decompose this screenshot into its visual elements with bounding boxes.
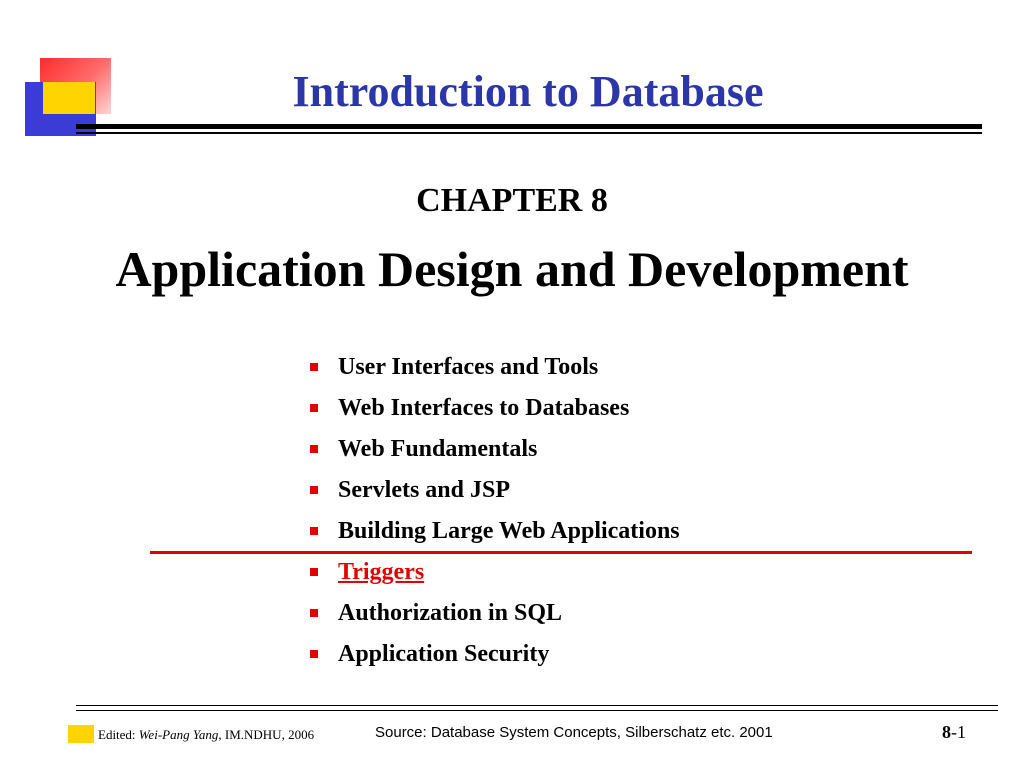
list-item-text: Web Interfaces to Databases: [338, 395, 630, 421]
footer-divider-bottom: [76, 710, 998, 711]
bullet-square-icon: [310, 445, 318, 453]
edited-label: Edited:: [98, 727, 136, 742]
bullet-square-icon: [310, 486, 318, 494]
list-item: [310, 393, 680, 434]
list-item-text: User Interfaces and Tools: [338, 354, 599, 380]
slide-number-chapter: 8: [942, 722, 951, 742]
list-item: [310, 475, 680, 516]
bullet-square-icon: [310, 568, 318, 576]
slide-number-suffix: -1: [951, 722, 966, 742]
bullet-square-icon: [310, 609, 318, 617]
title-divider-thin: [76, 132, 982, 134]
slide-number: [942, 722, 966, 743]
list-item-text: Building Large Web Applications: [338, 518, 680, 544]
bullet-square-icon: [310, 650, 318, 658]
list-item-text: Application Security: [338, 641, 550, 667]
triggers-link[interactable]: Triggers: [338, 559, 425, 585]
list-item: [310, 434, 680, 475]
slide-title: Introduction to Database: [292, 67, 764, 116]
footer-edited-credit: [98, 727, 314, 743]
bullet-square-icon: [310, 527, 318, 535]
list-item: [310, 639, 680, 680]
bullet-square-icon: [310, 363, 318, 371]
footer-yellow-square: [68, 725, 94, 743]
chapter-label: CHAPTER 8: [416, 182, 608, 219]
section-divider-red: [150, 551, 972, 554]
chapter-subtitle: Application Design and Development: [115, 241, 909, 297]
list-item-text: Web Fundamentals: [338, 436, 538, 462]
editor-name: Wei-Pang Yang,: [138, 727, 222, 742]
list-item: [310, 598, 680, 639]
bullet-square-icon: [310, 404, 318, 412]
footer-source: Source: Database System Concepts, Silberschatz etc. 2001: [375, 724, 773, 741]
topic-list: [310, 352, 680, 680]
list-item-text: Servlets and JSP: [338, 477, 511, 503]
list-item: [310, 352, 680, 393]
editor-org: IM.NDHU, 2006: [224, 727, 315, 742]
list-item-highlighted[interactable]: [310, 557, 680, 598]
title-divider-thick: [76, 124, 982, 129]
list-item-text: Authorization in SQL: [338, 600, 563, 626]
footer-divider-top: [76, 705, 998, 706]
